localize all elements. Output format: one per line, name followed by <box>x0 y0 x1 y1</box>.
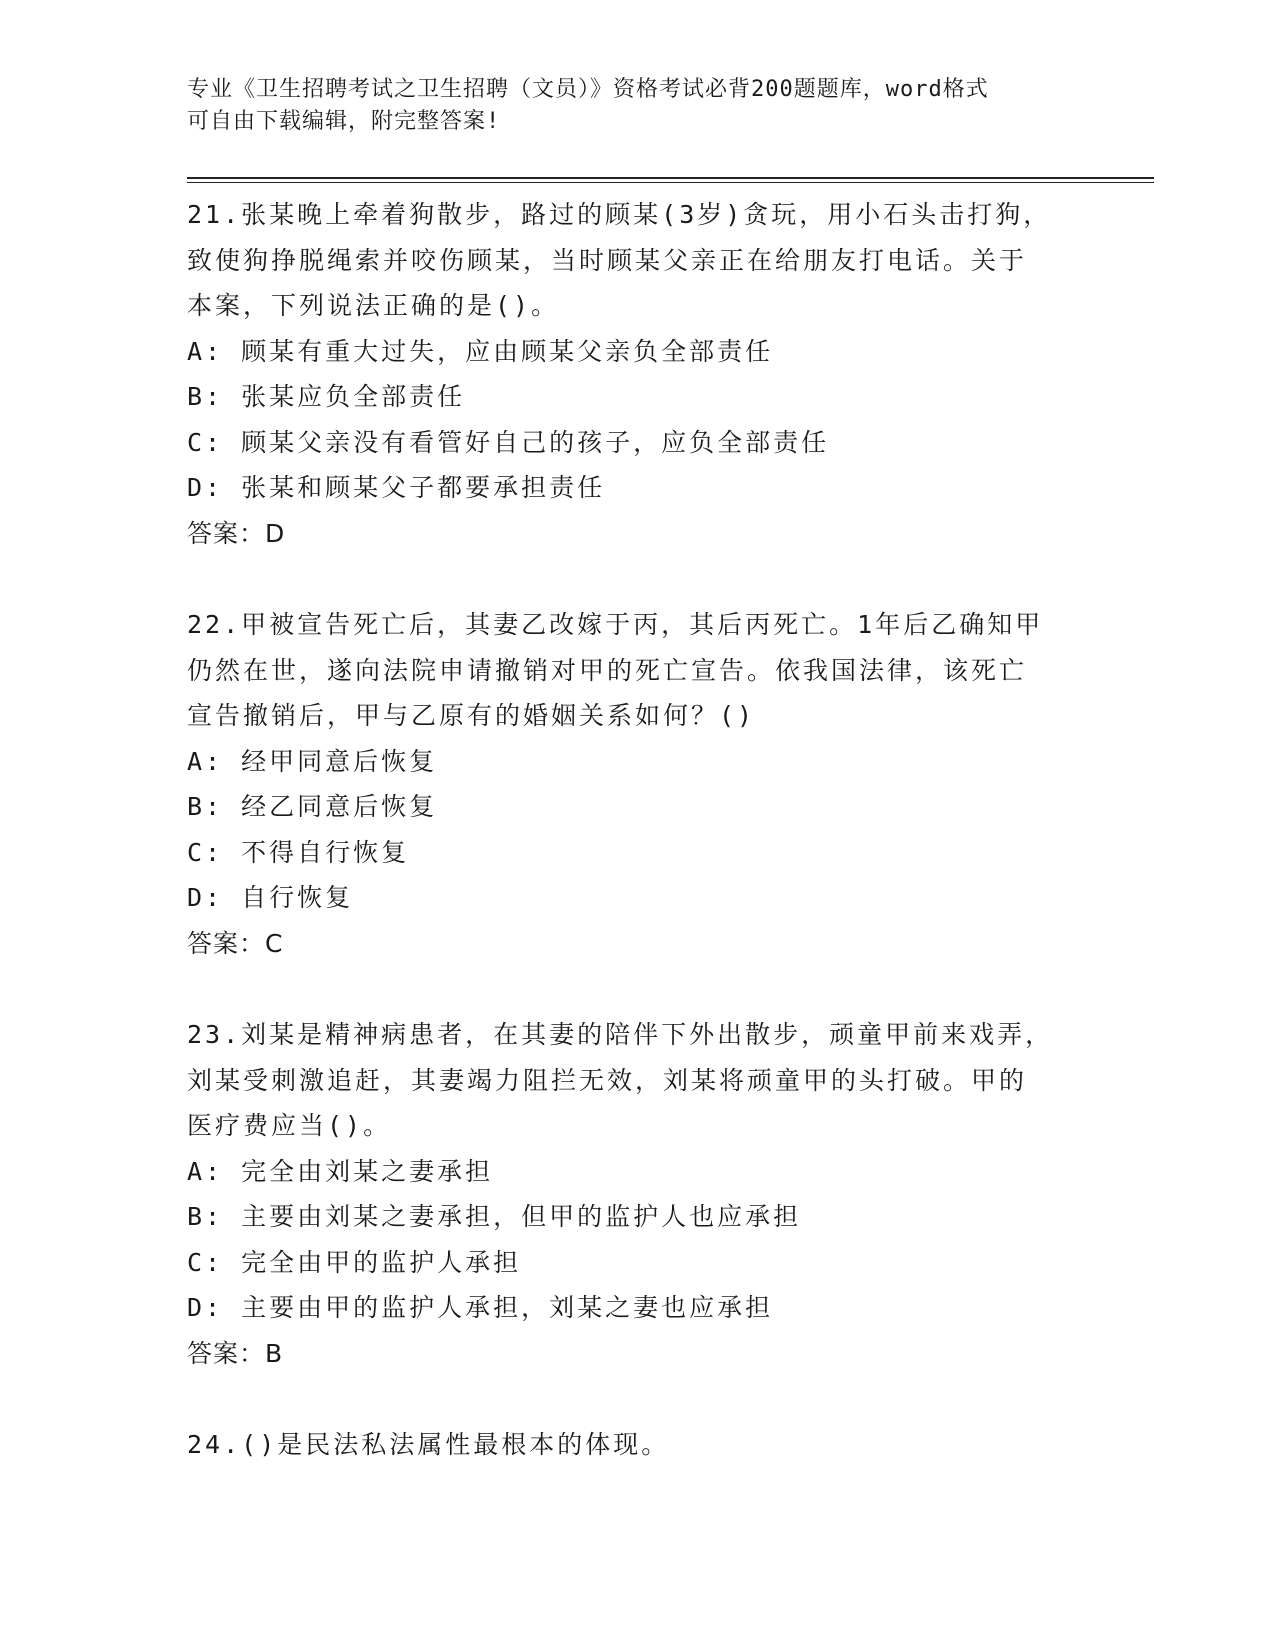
question-stem-line: 致使狗挣脱绳索并咬伤顾某，当时顾某父亲正在给朋友打电话。关于 <box>187 245 1028 275</box>
question-stem-line: 23.刘某是精神病患者，在其妻的陪伴下外出散步，顽童甲前来戏弄， <box>187 1020 1054 1049</box>
question-stem-line: 24.()是民法私法属性最根本的体现。 <box>187 1430 670 1459</box>
question-spacer <box>187 556 1087 602</box>
option-b: B: 经乙同意后恢复 <box>187 792 438 821</box>
question-stem-line: 医疗费应当()。 <box>187 1111 392 1140</box>
question-stem-line: 仍然在世，遂向法院申请撤销对甲的死亡宣告。依我国法律，该死亡 <box>187 655 1028 685</box>
header-divider-thin <box>187 182 1154 183</box>
option-d: D: 自行恢复 <box>187 883 354 912</box>
option-b: B: 主要由刘某之妻承担，但甲的监护人也应承担 <box>187 1202 802 1231</box>
question-stem-line: 本案，下列说法正确的是()。 <box>187 291 560 320</box>
option-d: D: 主要由甲的监护人承担，刘某之妻也应承担 <box>187 1293 774 1322</box>
answer: 答案：C <box>187 928 284 958</box>
answer: 答案：B <box>187 1338 284 1368</box>
option-d: D: 张某和顾某父子都要承担责任 <box>187 473 606 502</box>
header-line-1: 专业《卫生招聘考试之卫生招聘（文员）》资格考试必背200题题库，word格式 <box>187 77 989 102</box>
question-stem-line: 宣告撤销后，甲与乙原有的婚姻关系如何？() <box>187 701 756 730</box>
document-header <box>187 74 1067 138</box>
question-spacer <box>187 1376 1087 1422</box>
option-b: B: 张某应负全部责任 <box>187 382 466 411</box>
option-a: A: 经甲同意后恢复 <box>187 746 438 776</box>
question-stem-line: 21.张某晚上牵着狗散步，路过的顾某(3岁)贪玩，用小石头击打狗， <box>187 200 1052 229</box>
question-spacer <box>187 966 1087 1012</box>
option-c: C: 顾某父亲没有看管好自己的孩子，应负全部责任 <box>187 427 830 457</box>
option-a: A: 完全由刘某之妻承担 <box>187 1156 494 1186</box>
question-23 <box>187 1012 1087 1376</box>
question-22 <box>187 602 1087 966</box>
question-stem-line: 刘某受刺激追赶，其妻竭力阻拦无效，刘某将顽童甲的头打破。甲的 <box>187 1065 1028 1095</box>
header-divider-thick <box>187 177 1154 179</box>
question-21 <box>187 192 1087 556</box>
option-c: C: 完全由甲的监护人承担 <box>187 1247 522 1277</box>
question-list <box>187 192 1087 1468</box>
option-c: C: 不得自行恢复 <box>187 837 410 867</box>
question-24 <box>187 1422 1087 1468</box>
answer: 答案：D <box>187 518 286 548</box>
question-stem-line: 22.甲被宣告死亡后，其妻乙改嫁于丙，其后丙死亡。1年后乙确知甲 <box>187 610 1044 639</box>
header-line-2: 可自由下载编辑，附完整答案! <box>187 109 501 134</box>
option-a: A: 顾某有重大过失，应由顾某父亲负全部责任 <box>187 336 774 366</box>
